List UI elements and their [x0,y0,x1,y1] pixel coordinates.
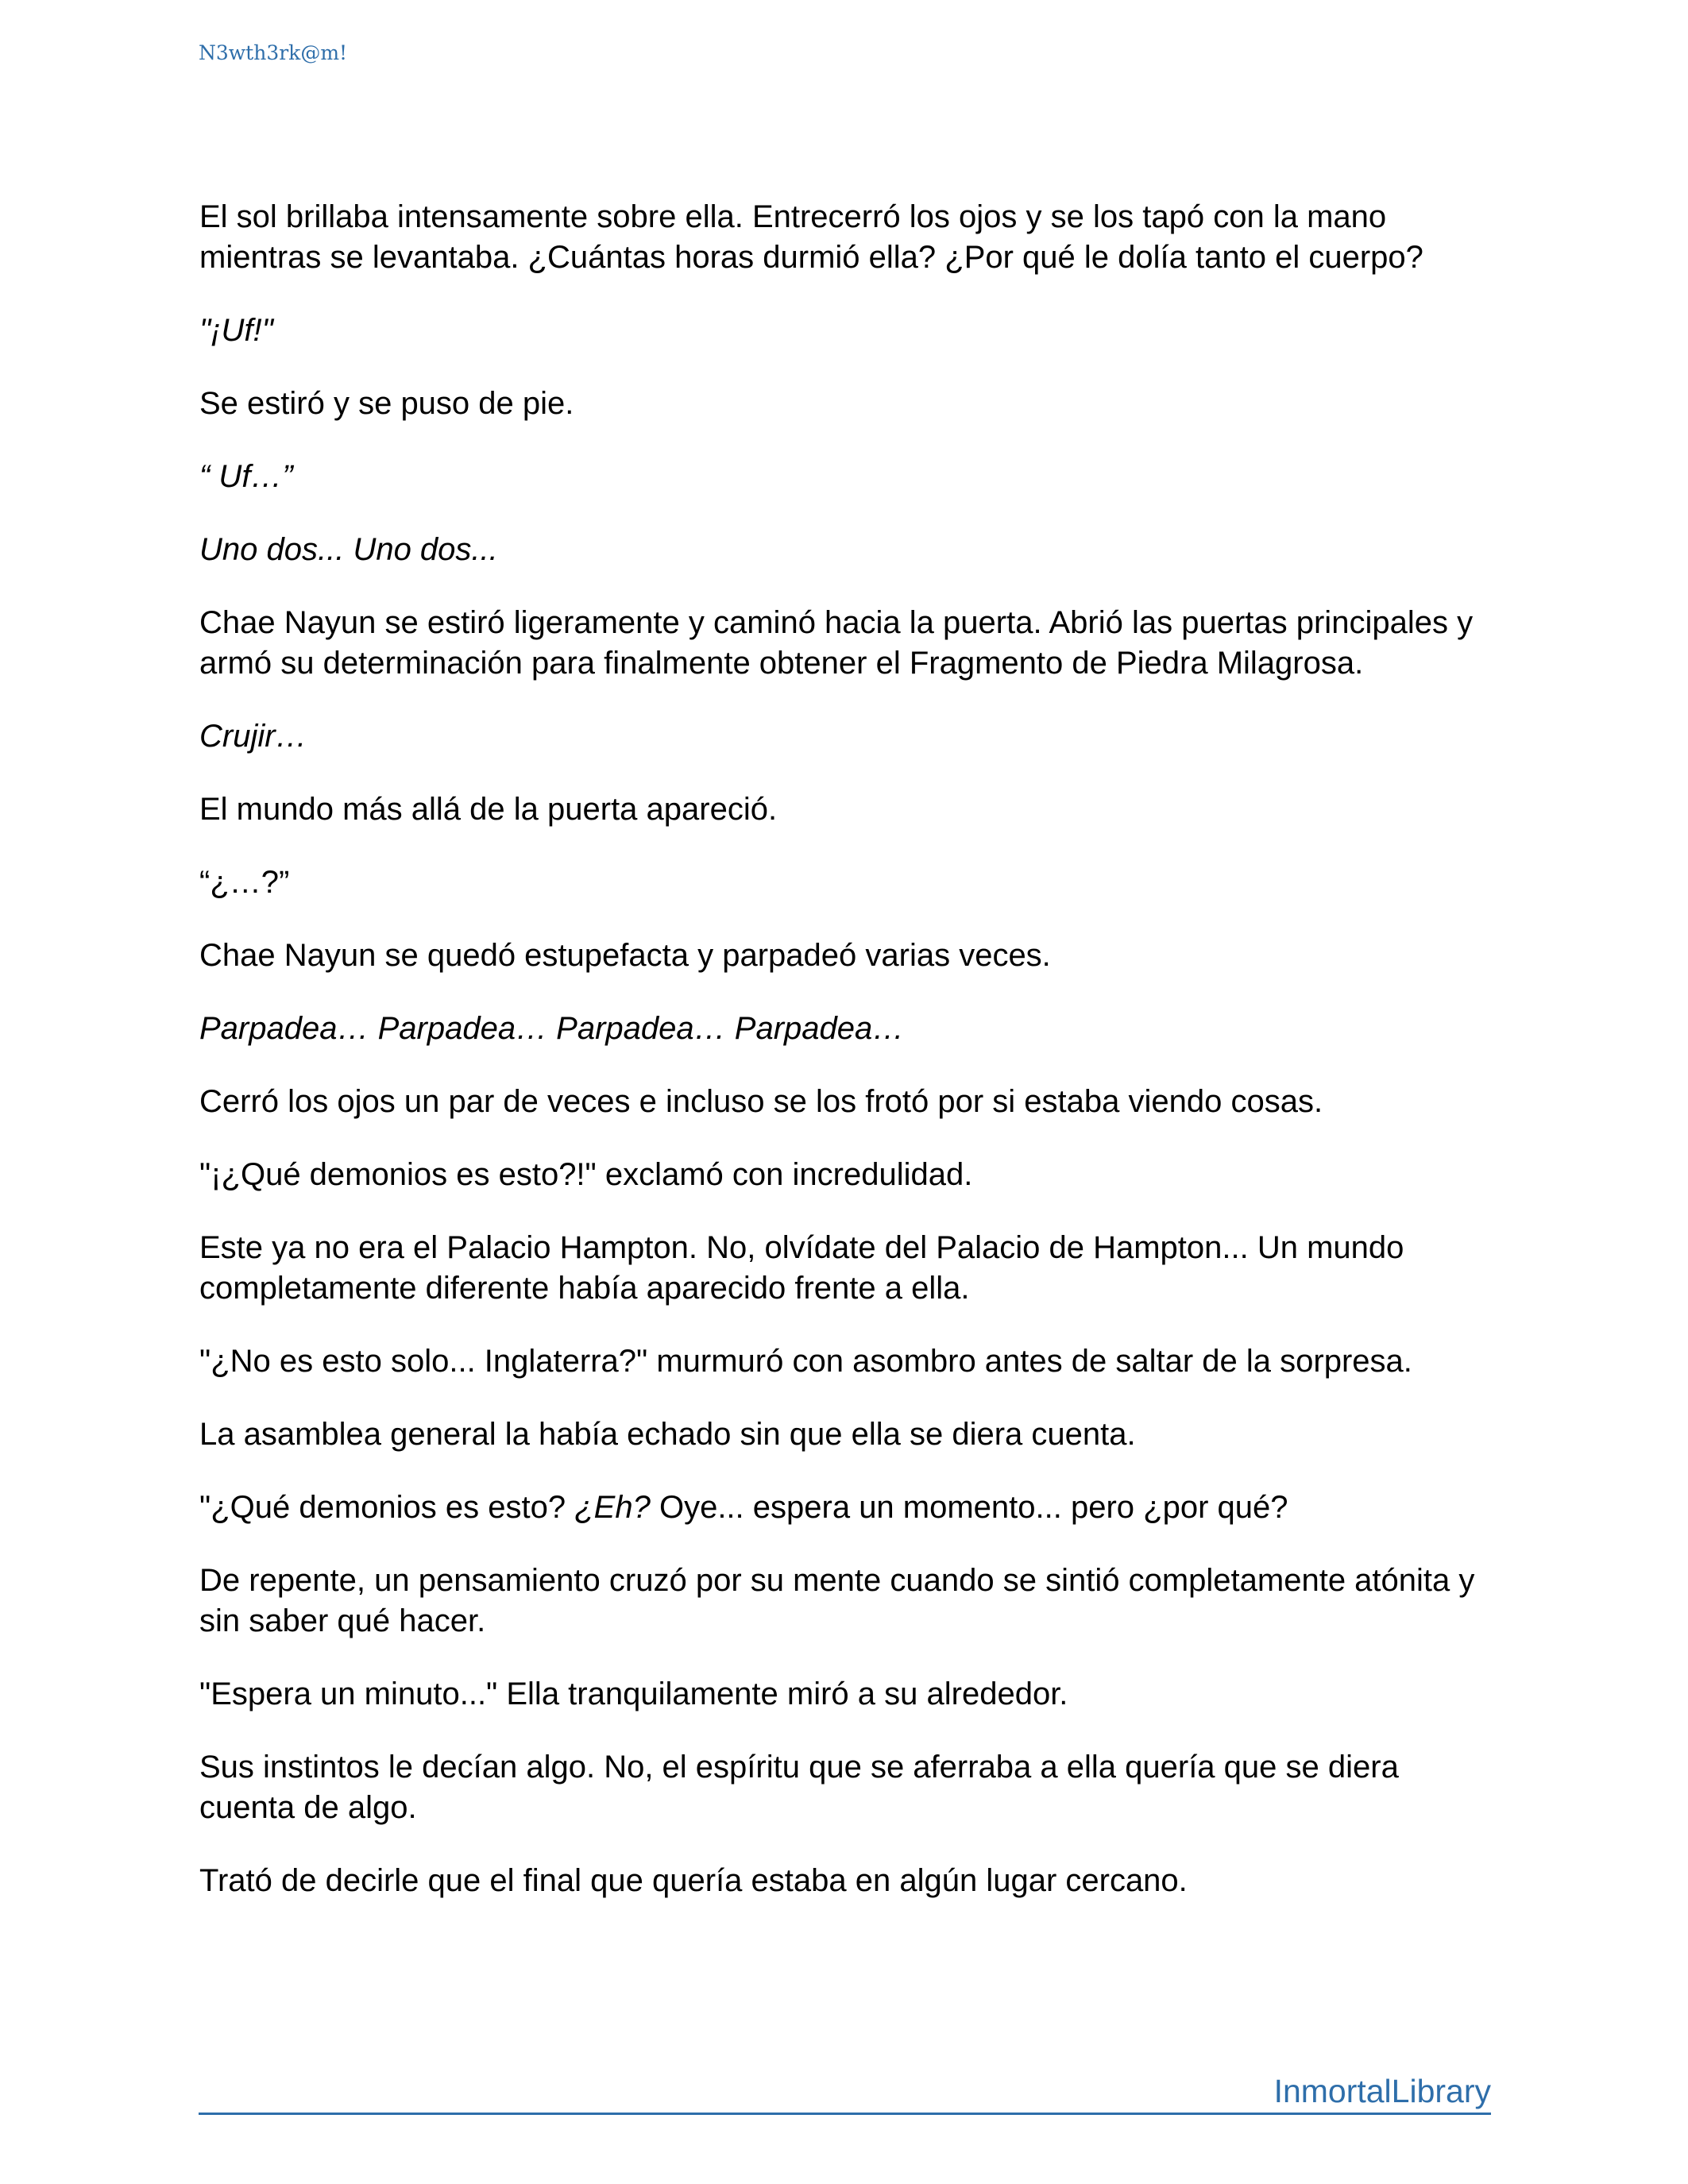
paragraph: Uno dos... Uno dos... [199,532,498,567]
paragraph-italic-text: ¿Eh? [574,1490,651,1525]
paragraph: Crujir… [199,719,307,754]
paragraph: Chae Nayun se quedó estupefacta y parpadeó varias veces. [199,938,1051,973]
paragraph: Trató de decirle que el final que quería estaba en algún lugar cercano. [199,1863,1188,1898]
page-footer [199,2073,1491,2115]
paragraph-text: "¿Qué demonios es esto? [199,1490,575,1525]
paragraph: Cerró los ojos un par de veces e incluso se los frotó por si estaba viendo cosas. [199,1084,1323,1119]
paragraph-text: Oye... espera un momento... pero ¿por qué? [650,1490,1288,1525]
paragraph: Este ya no era el Palacio Hampton. No, olvídate del Palacio de Hampton... Un mundo completamente diferente había aparecido frente a ella. [199,1230,1404,1306]
paragraph: Chae Nayun se estiró ligeramente y caminó hacia la puerta. Abrió las puertas principales y armó su determinación para finalmente obtener el Fragmento de Piedra Milagrosa. [199,605,1474,681]
paragraph: "Espera un minuto..." Ella tranquilamente miró a su alrededor. [199,1677,1068,1711]
paragraph: Sus instintos le decían algo. No, el espíritu que se aferraba a ella quería que se diera cuenta de algo. [199,1750,1399,1825]
paragraph: “¿…?” [199,865,290,900]
paragraph: Parpadea… Parpadea… Parpadea… Parpadea… [199,1011,905,1046]
page-header-watermark: N3wth3rk@m! [199,41,348,64]
paragraph: El sol brillaba intensamente sobre ella. Entrecerró los ojos y se los tapó con la mano mientras se levantaba. ¿Cuántas horas durmió ella? ¿Por qué le dolía tanto el cuerpo? [199,199,1423,275]
paragraph: Se estiró y se puso de pie. [199,386,574,421]
paragraph: "¿No es esto solo... Inglaterra?" murmuró con asombro antes de saltar de la sorpresa. [199,1344,1412,1379]
paragraph [199,1488,1502,1528]
paragraph: "¡¿Qué demonios es esto?!" exclamó con incredulidad. [199,1157,973,1192]
paragraph: La asamblea general la había echado sin que ella se diera cuenta. [199,1417,1136,1452]
paragraph: De repente, un pensamiento cruzó por su mente cuando se sintió completamente atónita y sin saber qué hacer. [199,1563,1475,1638]
paragraph: "¡Uf!" [199,313,273,348]
paragraph: El mundo más allá de la puerta apareció. [199,792,778,827]
document-body [199,197,1502,1934]
paragraph: “ Uf…” [199,459,293,494]
footer-link-inmortal-library[interactable]: InmortalLibrary [1273,2073,1491,2109]
